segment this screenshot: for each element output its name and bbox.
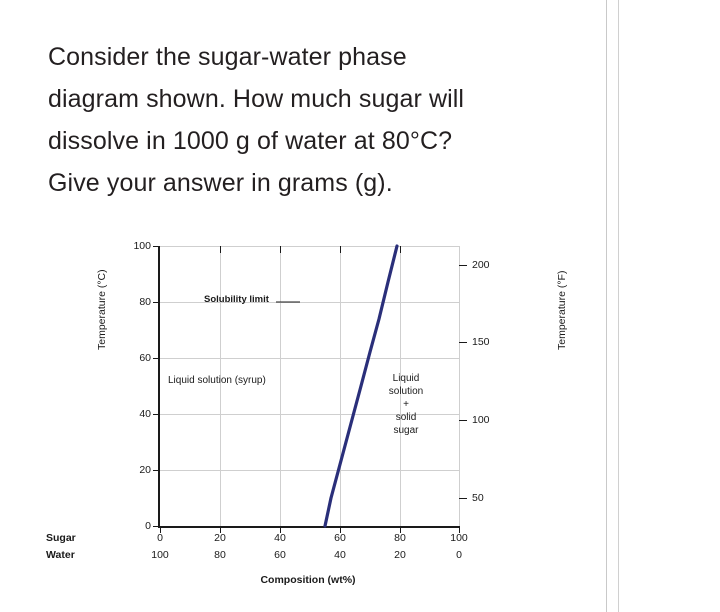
question-line-3: dissolve in 1000 g of water at 80°C? xyxy=(48,127,453,155)
x-tick-label-water-60: 60 xyxy=(274,549,286,561)
y-tick-60 xyxy=(153,358,160,359)
phase-diagram-chart xyxy=(40,232,580,584)
liquid-solid-line-4: solid xyxy=(395,412,417,423)
x-tick-label-sugar-0: 0 xyxy=(157,532,163,544)
y-tick-label-100: 100 xyxy=(133,240,151,252)
y-axis-title-right: Temperature (°F) xyxy=(556,270,568,350)
y-tick-label-40: 40 xyxy=(139,408,151,420)
x-axis-title: Composition (wt%) xyxy=(260,574,356,586)
y-tick-label-0: 0 xyxy=(145,520,151,532)
x-tick-label-sugar-20: 20 xyxy=(214,532,226,544)
y-tick-label-80: 80 xyxy=(139,296,151,308)
y-tick-label-20: 20 xyxy=(139,464,151,476)
right-rail-divider xyxy=(618,0,619,612)
solubility-limit-label: Solubility limit xyxy=(204,294,269,305)
liquid-solid-line-1: Liquid xyxy=(392,373,420,384)
liquid-solid-region-label xyxy=(389,372,423,437)
x-tick-label-water-20: 20 xyxy=(394,549,406,561)
question-line-2: diagram shown. How much sugar will xyxy=(48,85,465,113)
liquid-solid-line-3: + xyxy=(403,399,409,410)
x-tick-label-water-40: 40 xyxy=(334,549,346,561)
y2-tick-label-200: 200 xyxy=(472,259,490,271)
y-tick-100 xyxy=(153,246,160,247)
x-tick-label-sugar-60: 60 xyxy=(334,532,346,544)
y2-tick-200 xyxy=(459,265,467,266)
question-text xyxy=(48,36,568,204)
x-tick-label-water-80: 80 xyxy=(214,549,226,561)
plot-area xyxy=(133,240,490,561)
x-tick-label-water-100: 100 xyxy=(151,549,169,561)
x-tick-label-sugar-40: 40 xyxy=(274,532,286,544)
right-gutter xyxy=(607,0,720,612)
x-row-label-sugar: Sugar xyxy=(46,532,76,544)
y2-tick-100 xyxy=(459,420,467,421)
y2-tick-label-150: 150 xyxy=(472,336,490,348)
liquid-solid-line-2: solution xyxy=(388,386,424,397)
y-tick-40 xyxy=(153,414,160,415)
question-line-4: Give your answer in grams (g). xyxy=(48,169,393,197)
y2-tick-50 xyxy=(459,498,467,499)
y2-tick-150 xyxy=(459,342,467,343)
liquid-solid-line-5: sugar xyxy=(393,425,419,436)
y2-tick-label-50: 50 xyxy=(472,492,484,504)
question-line-1: Consider the sugar-water phase xyxy=(48,43,407,71)
y-tick-0 xyxy=(153,526,160,527)
y-tick-label-60: 60 xyxy=(139,352,151,364)
y-tick-20 xyxy=(153,470,160,471)
y2-tick-label-100: 100 xyxy=(472,414,490,426)
x-tick-label-sugar-100: 100 xyxy=(450,532,468,544)
x-row-label-water: Water xyxy=(46,549,75,561)
x-tick-label-water-0: 0 xyxy=(456,549,462,561)
liquid-solution-label: Liquid solution (syrup) xyxy=(168,375,266,386)
y-axis-title-left: Temperature (°C) xyxy=(96,269,108,350)
y-tick-80 xyxy=(153,302,160,303)
x-tick-label-sugar-80: 80 xyxy=(394,532,406,544)
